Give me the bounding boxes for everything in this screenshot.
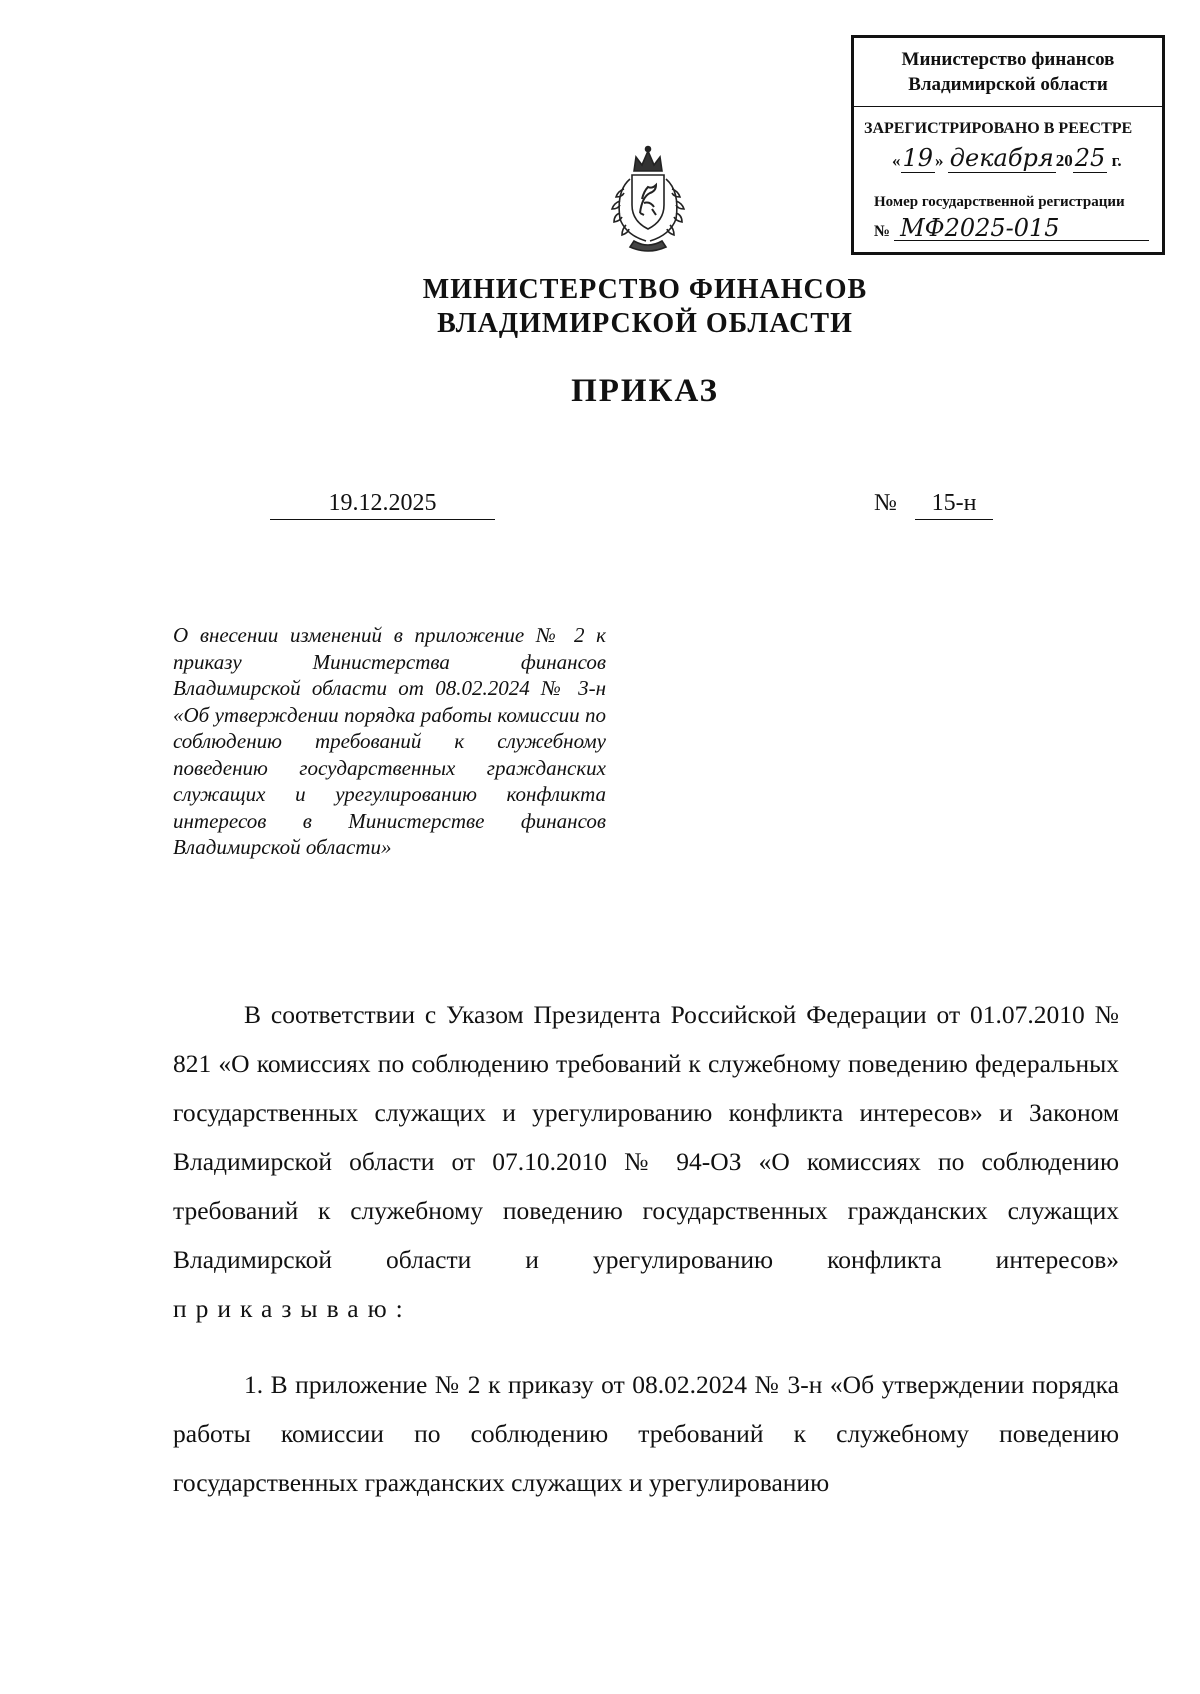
stamp-reg-number	[874, 216, 1149, 241]
stamp-date-close-quote: »	[935, 151, 944, 170]
document-subject: О внесении изменений в приложение № 2 к приказу Министерства финансов Владимирской области от 08.02.2024 № 3-н «Об утверждении порядка работы комиссии по соблюдению требований к служебному поведению государственных гражданских служащих и урегулированию конфликта интересов в Министерстве финансов Владимирской области»	[173, 623, 606, 859]
stamp-date-day: 19	[902, 144, 934, 172]
org-name-line2: ВЛАДИМИРСКОЙ ОБЛАСТИ	[437, 308, 853, 339]
registration-stamp	[851, 35, 1165, 255]
stamp-date-year-suffix: 25	[1074, 144, 1106, 172]
stamp-ministry-line2: Владимирской области	[908, 74, 1108, 95]
body-paragraph-2-text: 1. В приложение № 2 к приказу от 08.02.2024 № 3-н «Об утверждении порядка работы комиссии по соблюдению требований к служебному поведению государственных гражданских служащих и урегулированию	[173, 1370, 1119, 1497]
document-number: 15-н	[915, 490, 993, 520]
stamp-reg-number-value: МФ2025-015	[900, 214, 1060, 242]
stamp-date	[892, 144, 1122, 172]
document-date: 19.12.2025	[270, 490, 495, 520]
directive-word: приказываю:	[173, 1294, 412, 1323]
stamp-ministry	[854, 47, 1162, 97]
stamp-date-month: декабря	[949, 144, 1054, 172]
coat-of-arms-icon	[600, 143, 696, 253]
stamp-date-year-prefix: 20	[1055, 151, 1073, 170]
body-paragraph-2	[173, 1360, 1119, 1507]
stamp-ministry-line1: Министерство финансов	[901, 49, 1115, 70]
stamp-date-open-quote: «	[892, 151, 901, 170]
org-name-line1: МИНИСТЕРСТВО ФИНАНСОВ	[422, 274, 868, 305]
document-number-label: №	[874, 490, 897, 516]
body-paragraph-1	[173, 990, 1119, 1333]
stamp-registered-label: ЗАРЕГИСТРИРОВАНО В РЕЕСТРЕ	[864, 120, 1133, 137]
stamp-reg-number-label: Номер государственной регистрации	[874, 194, 1125, 210]
document-type-title: ПРИКАЗ	[571, 373, 719, 409]
stamp-divider	[854, 106, 1162, 107]
stamp-reg-number-sign: №	[874, 223, 891, 240]
body-paragraph-1-text: В соответствии с Указом Президента Российской Федерации от 01.07.2010 № 821 «О комиссиях по соблюдению требований к служебному поведению федеральных государственных служащих и урегулированию конфликта интересов» и Законом Владимирской области от 07.10.2010 № 94-ОЗ «О комиссиях по соблюдению требований к служебному поведению государственных гражданских служащих Владимирской области и урегулированию конфликта интересов»	[173, 1000, 1119, 1274]
stamp-date-year-unit: г.	[1111, 151, 1122, 170]
